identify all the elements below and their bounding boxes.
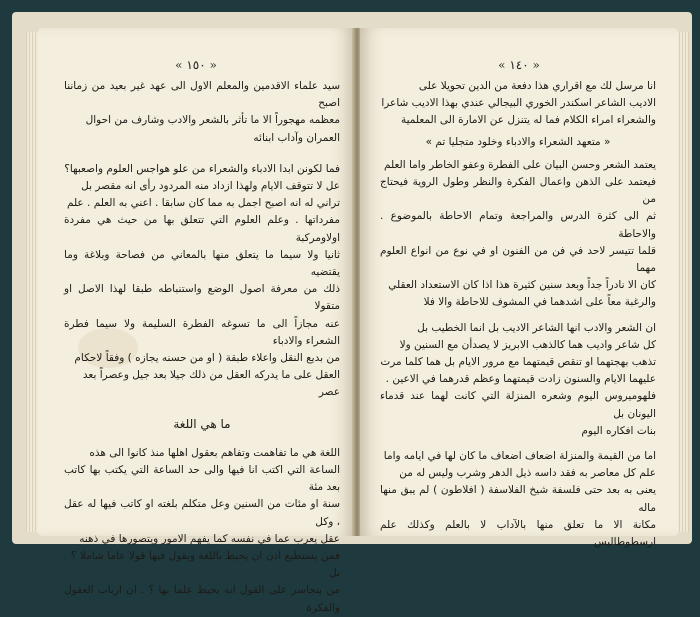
text-line: فلهوميروس اليوم وشعره المنزلة التي كانت لهما عند قدماء اليونان بل bbox=[380, 390, 656, 420]
text-line: ثم الى كثرة الدرس والمراجعة وتمام الاحاطة بالموضوع . والاحاطة bbox=[380, 210, 656, 240]
text-line: اما من القيمة والمنزلة اضعاف اضعاف ما كان لها في ايامه واما bbox=[383, 450, 656, 463]
right-page-number: « ١٤٠ » bbox=[498, 58, 540, 72]
text-line: سيد علماء الاقدمين والمعلم الاول الى عهد غير بعيد من زماننا اصبح bbox=[64, 80, 340, 110]
text-line: قلما تتيسر لاحد في فن من الفنون او في نوع من انواع العلوم مهما bbox=[380, 244, 656, 275]
text-line: تذهب بهجتهما او تنقص قيمتهما مع مرور الايام بل هما كلما مرت bbox=[380, 356, 656, 369]
text-line: كل شاعر واديب هما كالذهب الابريز لا يصدأن مع السنين ولا bbox=[399, 338, 656, 351]
text-line: عل لا تتوقف الايام ولهذا ازداد منه المردود رأى انه مقصر بل bbox=[81, 180, 340, 193]
text-line: سنة او مئات من السنين وعل متكلم بلغته او كاتب فيها له عقل ، وكل bbox=[64, 498, 340, 528]
text-line: عنه مجازاً الى ما تسوغه الفطرة السليمة ولا سيما فطرة الشعراء والادباء bbox=[64, 317, 340, 347]
text-line: مفرداتها . وعلم العلوم التي تتعلق بها من حيث هي مفردة اولاومركبة bbox=[64, 214, 340, 244]
text-line: بنات افكاره اليوم bbox=[581, 424, 656, 437]
quoted-heading: « متعهد الشعراء والادباء وخلود متجليا تم » bbox=[425, 135, 611, 148]
text-line: عليهما الايام والسنون زادت قيمتهما وعظم قدرهما في الاعين . bbox=[385, 373, 656, 386]
left-page bbox=[38, 28, 354, 614]
text-line: الاديب الشاعر اسكندر الخوري البيجالي عندي بهذا الاديب شاعرا bbox=[381, 97, 656, 110]
text-line: تراني له انه اصبح اجمل به مما كان سابقا . اعني به العلم . علم bbox=[66, 197, 340, 210]
right-page bbox=[360, 28, 678, 549]
text-line: ذلك من معرفة اصول الوضع واستنباطه طبقا لهذا الاصل او متقولا bbox=[64, 283, 340, 313]
text-line: ان الشعر والادب انها الشاعر الاديب بل انما الخطيب بل bbox=[417, 321, 656, 334]
left-page-number: « ١٥٠ » bbox=[175, 58, 217, 72]
open-book bbox=[12, 12, 692, 614]
text-line: فما لكونن ابدا الادباء والشعراء من علو هواجس العلوم واصعبها؟ bbox=[64, 162, 340, 175]
text-line: معظمه مهجوراً الا ما تأثر بالشعر والادب وشارف من احوال bbox=[85, 114, 340, 127]
text-line: مكانة الا ما تعلق منها بالآداب لا بالعلم وكذلك علم ارسطوطاليس bbox=[380, 518, 656, 549]
text-line: اللغة هي ما تفاهمت وتفاهم بعقول اهلها منذ كانوا الى هذه bbox=[89, 446, 340, 459]
text-line: الساعة التي اكتب انا فيها والى حد الساعة التي يكتب بها كاتب بعد مئة bbox=[64, 464, 340, 494]
section-heading: ما هي اللغة bbox=[173, 416, 231, 431]
text-line: العمران وآداب ابنائه bbox=[253, 131, 340, 144]
text-line: يعتمد الشعر وحسن البيان على الفطرة وعفو الخاطر واما العلم bbox=[383, 158, 656, 171]
text-line: والشعراء امراء الكلام فما له يتنزل عن الامارة الى المعلمية bbox=[401, 114, 656, 127]
text-line: العقل على ما يدركه العقل من ذلك جيلا بعد جيل وعصراً بعد bbox=[82, 369, 340, 382]
text-line: من بديع النقل واعلاء طبقة ( او من حسنه يجازه ) وفقاً لاحكام bbox=[74, 352, 340, 365]
text-line: عقل يعرب عما في نفسه كما يفهم الامور ويتصورها في ذهنه bbox=[79, 532, 340, 545]
text-line: كان الا نادراً جداً وبعد سنين كثيرة هذا اذا كان الاستعداد العقلي bbox=[388, 279, 656, 292]
text-line: علم كل معاصر به فقد داسه ذيل الدهر وشرب وليس له من bbox=[399, 467, 656, 480]
text-line: عصر bbox=[318, 386, 340, 399]
text-line: من يتجاسر على القول انه يحيط علما بها ؟ . ان ارباب العقول والفكرة bbox=[64, 584, 340, 614]
text-line: يعنى به بعد حتى فلسفة شيخ الفلاسفة ( افلاطون ) لم يبق منها ماله bbox=[380, 484, 656, 514]
text-line: ثانيا ولا سيما ما يتعلق منها بالمعاني من فصاحة وبلاغة وما يقتضيه bbox=[64, 248, 340, 279]
right-page-text bbox=[380, 78, 656, 551]
text-line: فمن يستطيع اذن ان يحيط باللغة ويقول فيها قولا عاما شاملا ؟ . بل bbox=[64, 550, 340, 580]
left-page-text bbox=[64, 78, 340, 617]
text-line: والرغبة معاً على اشدهما في المشوف للاحاطة والا فلا bbox=[423, 296, 656, 309]
text-line: فيعتمد على الذهن واعمال الفكرة والنظر وطول الروية فيحتاج من bbox=[380, 176, 656, 206]
text-line: انا مرسل لك مع اقراري هذا دفعة من الدين تحويلا على bbox=[418, 80, 656, 92]
